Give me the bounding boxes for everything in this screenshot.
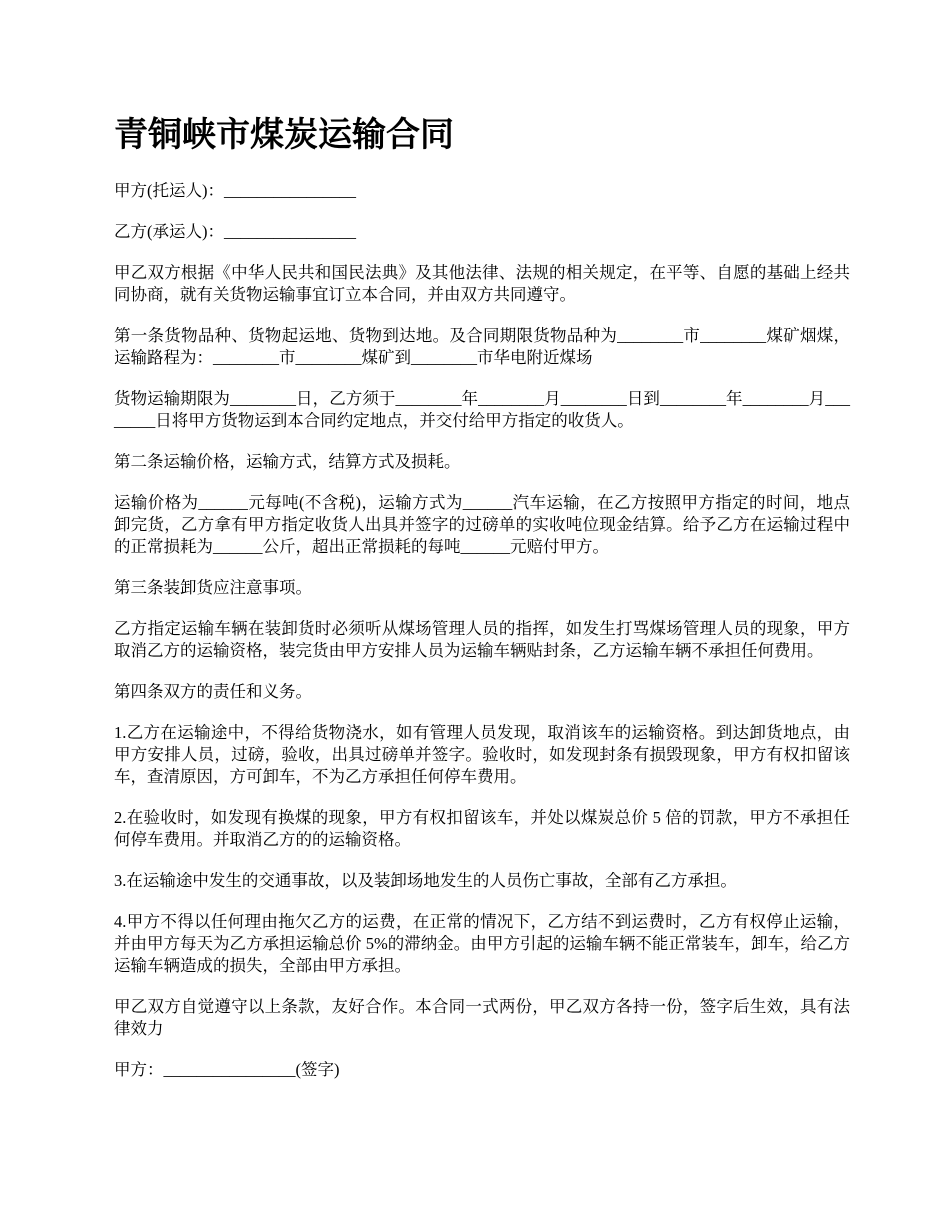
party-b-line: 乙方(承运人)：________________ (114, 222, 356, 241)
article-4-heading: 第四条双方的责任和义务。 (114, 682, 312, 701)
intro-paragraph: 甲乙双方根据《中华人民共和国民法典》及其他法律、法规的相关规定，在平等、自愿的基础上经共同协商，就有关货物运输事宜订立本合同，并由双方共同遵守。 (114, 263, 850, 304)
party-a-line: 甲方(托运人)：________________ (114, 181, 356, 200)
duty-item-4: 4.甲方不得以任何理由拖欠乙方的运费，在正常的情况下，乙方结不到运费时，乙方有权停止运输，并由甲方每天为乙方承担运输总价 5%的滞纳金。由甲方引起的运输车辆不能正常装车，卸车，给乙方运输车辆造成的损失，全部由甲方承担。 (114, 912, 850, 975)
price-paragraph: 运输价格为______元每吨(不含税)，运输方式为______汽车运输，在乙方按照甲方指定的时间，地点卸完货，乙方拿有甲方指定收货人出具并签字的过磅单的实收吨位现金结算。给予乙方在运输过程中的正常损耗为______公斤，超出正常损耗的每吨______元赔付甲方。 (114, 493, 850, 556)
article-3-heading: 第三条装卸货应注意事项。 (114, 578, 312, 597)
article-1: 第一条货物品种、货物起运地、货物到达地。及合同期限货物品种为________市________煤矿烟煤，运输路程为：________市________煤矿到________市华电附近煤场 (114, 326, 850, 367)
article-2-heading: 第二条运输价格，运输方式，结算方式及损耗。 (114, 452, 461, 471)
loading-paragraph: 乙方指定运输车辆在装卸货时必须听从煤场管理人员的指挥，如发生打骂煤场管理人员的现象，甲方取消乙方的运输资格，装完货由甲方安排人员为运输车辆贴封条，乙方运输车辆不承担任何费用。 (114, 619, 850, 660)
transport-period-paragraph: 货物运输期限为________日，乙方须于________年________月________日到________年________月________日将甲方货物运到本合同约定地点，并交付给甲方指定的收货人。 (114, 389, 851, 430)
closing-paragraph: 甲乙双方自觉遵守以上条款，友好合作。本合同一式两份，甲乙双方各持一份，签字后生效，具有法律效力 (114, 997, 850, 1038)
contract-body (114, 110, 850, 1100)
duty-item-2: 2.在验收时，如发现有换煤的现象，甲方有权扣留该车，并处以煤炭总价 5 倍的罚款，甲方不承担任何停车费用。并取消乙方的的运输资格。 (114, 808, 850, 849)
page-title: 青铜峡市煤炭运输合同 (114, 115, 454, 155)
signature-line: 甲方：________________(签字) (114, 1060, 340, 1079)
duty-item-1: 1.乙方在运输途中，不得给货物浇水，如有管理人员发现，取消该车的运输资格。到达卸货地点，由甲方安排人员，过磅，验收，出具过磅单并签字。验收时，如发现封条有损毁现象，甲方有权扣留该车，查清原因，方可卸车，不为乙方承担任何停车费用。 (114, 723, 850, 786)
duty-item-3: 3.在运输途中发生的交通事故，以及装卸场地发生的人员伤亡事故，全部有乙方承担。 (114, 871, 737, 890)
